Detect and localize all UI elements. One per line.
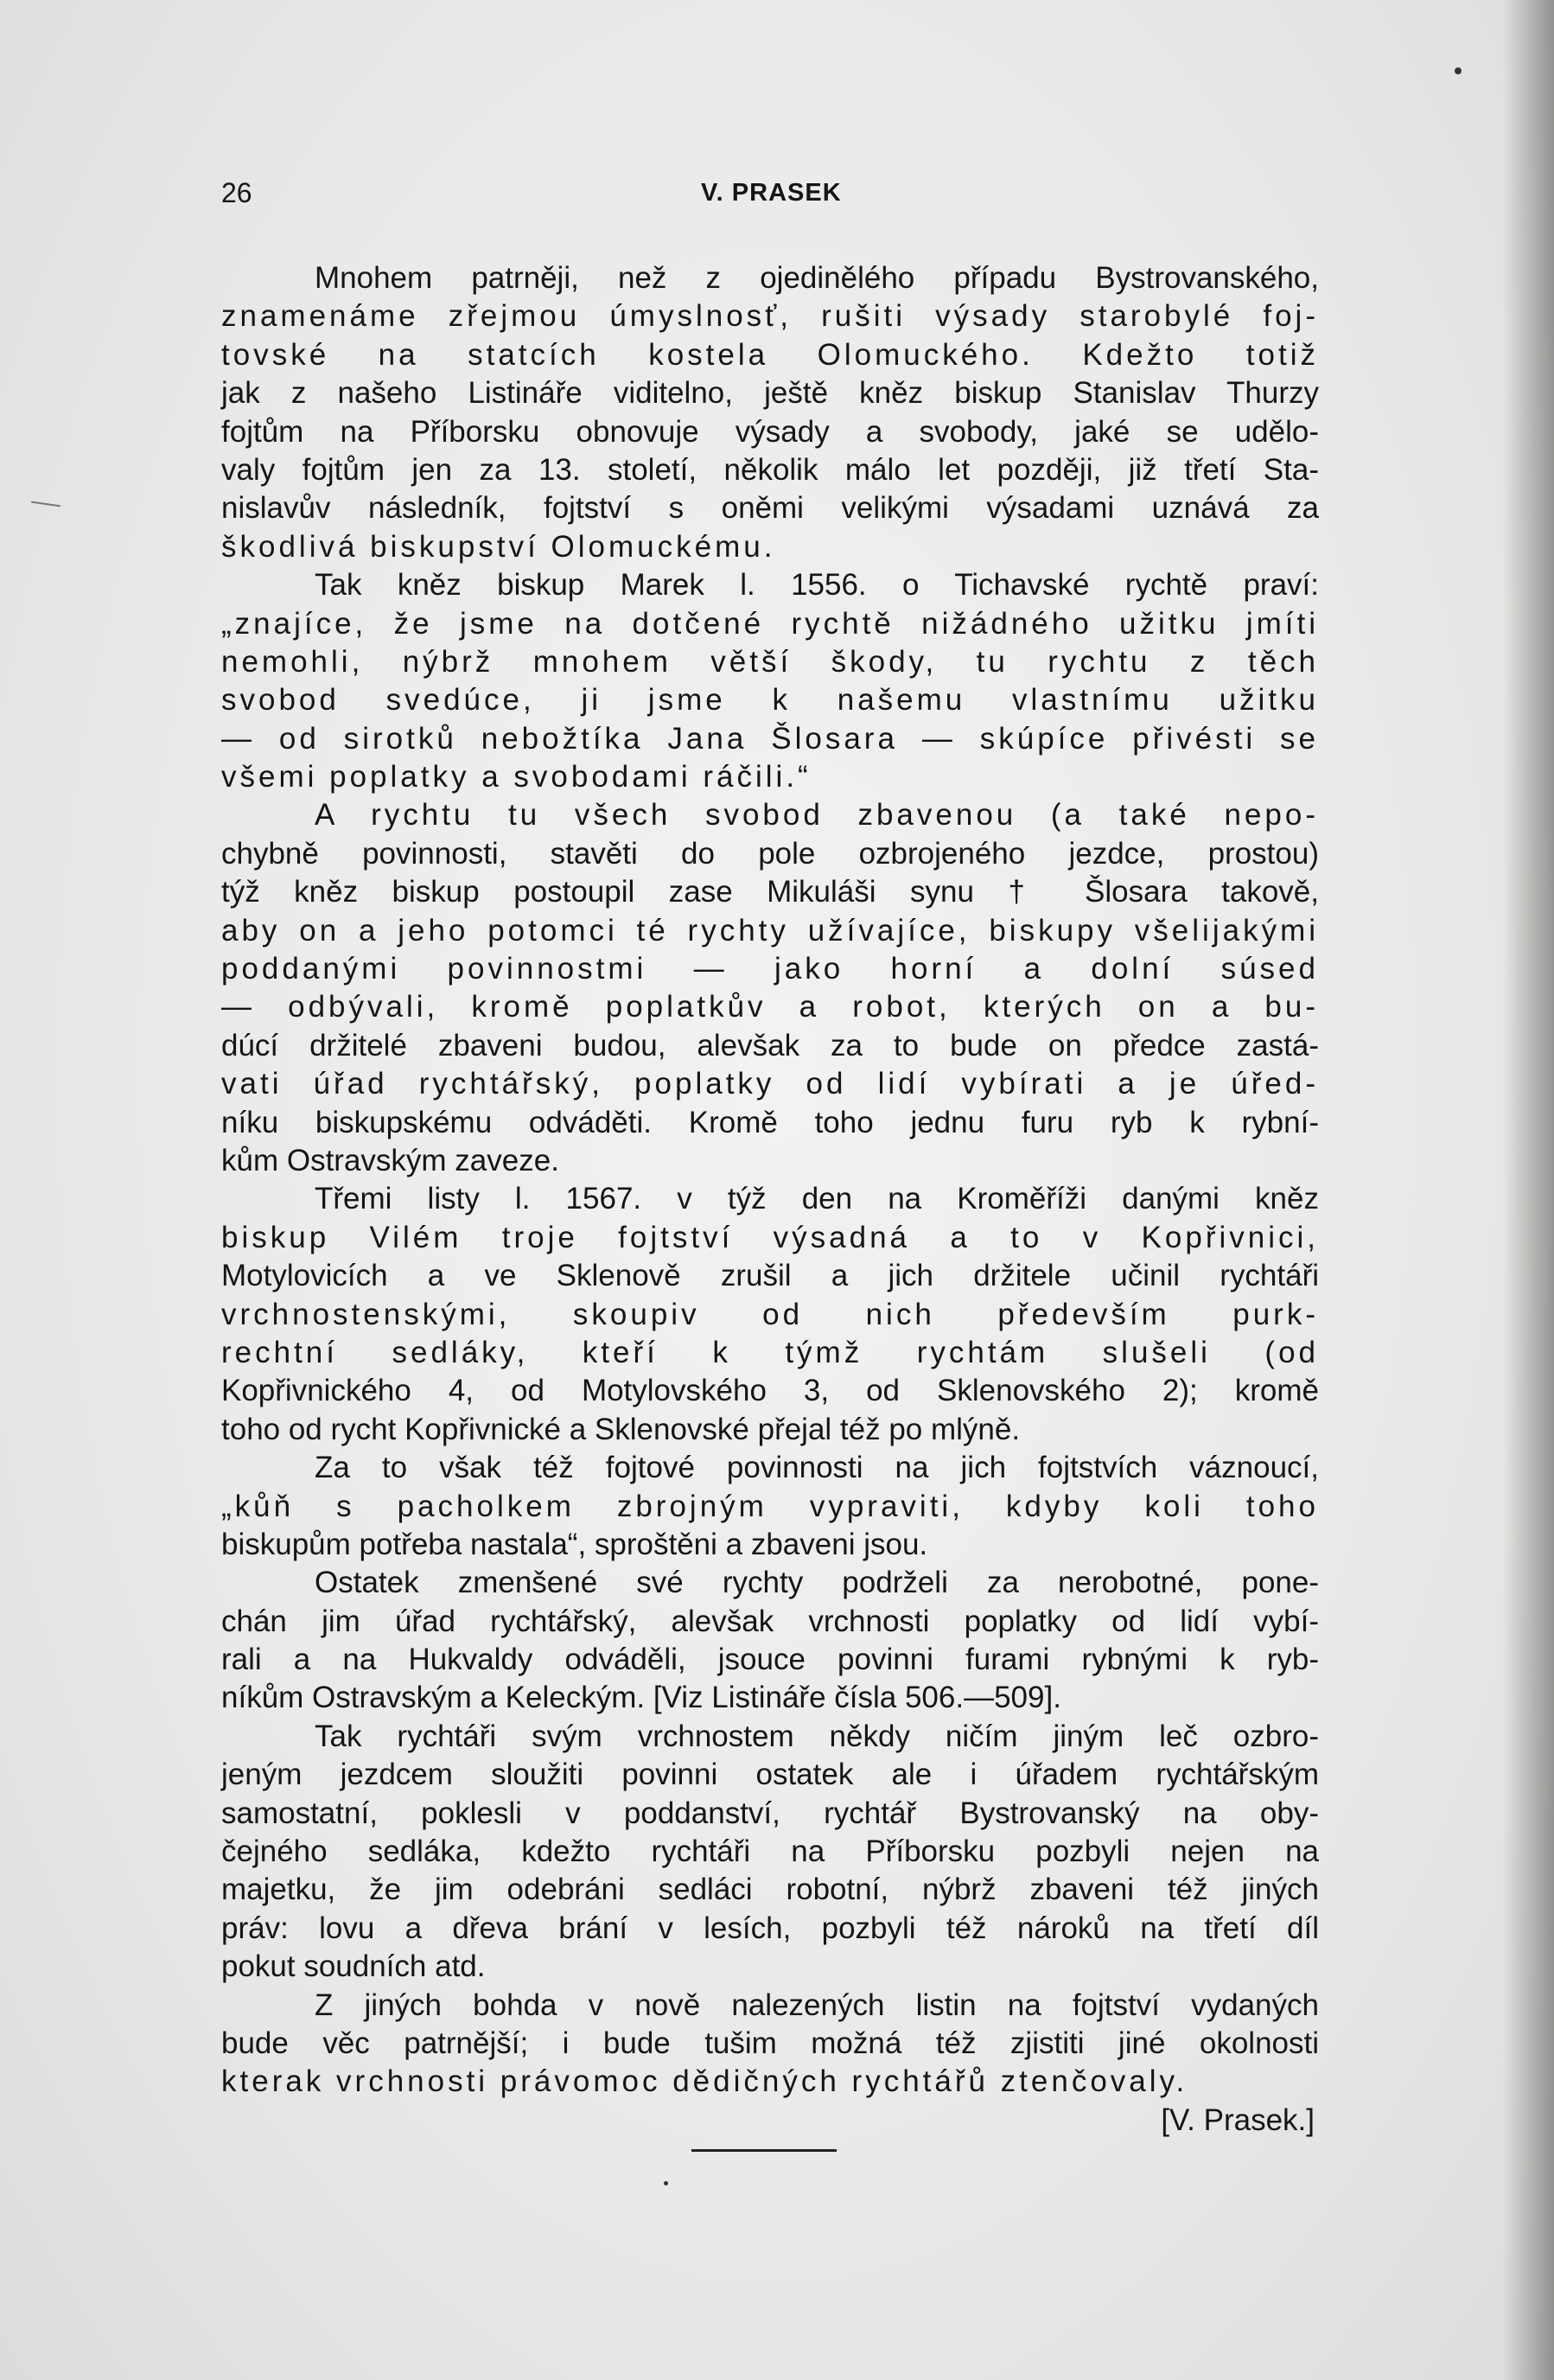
- scan-speck: [664, 2181, 668, 2185]
- text-line: jeným jezdcem sloužiti povinni ostatek ale i úřadem rychtářským: [221, 1758, 1319, 1792]
- text-line: pokut soudních atd.: [221, 1949, 486, 1984]
- text-line: biskupům potřeba nastala“, sproštěni a zbaveni jsou.: [221, 1527, 928, 1561]
- text-line: majetku, že jim odebráni sedláci robotní, nýbrž zbaveni též jiných: [221, 1873, 1319, 1907]
- margin-mark: [31, 501, 61, 507]
- text-line: „znajíce, že jsme na dotčené rychtě nižádného užitku jmíti: [221, 606, 1319, 641]
- running-head: V. PRASEK: [701, 179, 842, 207]
- text-line: toho od rycht Kopřivnické a Sklenovské přejal též po mlýně.: [221, 1412, 1021, 1446]
- text-line: fojtům na Příborsku obnovuje výsady a svobody, jaké se udělo-: [221, 414, 1319, 449]
- text-line: biskup Vilém troje fojtství výsadná a to v Kopřivnici,: [221, 1220, 1319, 1254]
- text-line: znamenáme zřejmou úmyslnosť, rušiti výsady starobylé foj-: [221, 299, 1319, 334]
- text-line: čejného sedláka, kdežto rychtáři na Příborsku pozbyli nejen na: [221, 1834, 1319, 1869]
- text-line: kům Ostravským zaveze.: [221, 1143, 559, 1177]
- text-line: Kopřivnického 4, od Motylovského 3, od Sklenovského 2); kromě: [221, 1374, 1319, 1408]
- text-line: „kůň s pacholkem zbrojným vypraviti, kdyby koli toho: [221, 1489, 1319, 1523]
- text-line: svobod svedúce, ji jsme k našemu vlastnímu užitku: [221, 683, 1319, 718]
- text-line: Z jiných bohda v nově nalezených listin na fojtství vydaných: [315, 1988, 1319, 2022]
- text-line: týž kněz biskup postoupil zase Mikuláši synu † Šlosara takově,: [221, 875, 1319, 909]
- text-line: všemi poplatky a svobodami ráčili.“: [221, 760, 812, 794]
- text-line: nislavův následník, fojtství s oněmi velikými výsadami uznává za: [221, 491, 1319, 526]
- scan-speck: [1455, 67, 1462, 74]
- text-line: bude věc patrnější; i bude tušim možná též zjistiti jiné okolnosti: [221, 2026, 1319, 2060]
- text-line: Tak kněz biskup Marek l. 1556. o Tichavské rychtě praví:: [315, 568, 1319, 603]
- text-line: níku biskupskému odváděti. Kromě toho jednu furu ryb k rybní-: [221, 1105, 1319, 1139]
- text-line: Mnohem patrněji, než z ojedinělého případu Bystrovanského,: [315, 261, 1319, 295]
- text-line: škodlivá biskupství Olomuckému.: [221, 529, 776, 564]
- text-line: kterak vrchnosti právomoc dědičných rychtářů ztenčovaly.: [221, 2064, 1188, 2099]
- text-line: poddanými povinnostmi — jako horní a dolní súsed: [221, 952, 1319, 986]
- text-line: tovské na statcích kostela Olomuckého. Kdežto totiž: [221, 337, 1319, 372]
- text-line: Ostatek zmenšené své rychty podrželi za nerobotné, pone-: [315, 1566, 1319, 1600]
- text-line: práv: lovu a dřeva brání v lesích, pozbyli též nároků na třetí díl: [221, 1911, 1319, 1945]
- scan-edge-shadow: [1502, 0, 1554, 2380]
- text-line: rali a na Hukvaldy odváděli, jsouce povinni furami rybnými k ryb-: [221, 1643, 1319, 1677]
- text-line: Motylovicích a ve Sklenově zrušil a jich držitele učinil rychtáři: [221, 1259, 1319, 1293]
- text-line: Třemi listy l. 1567. v týž den na Kroměříži danými kněz: [315, 1182, 1319, 1216]
- text-line: Za to však též fojtové povinnosti na jich fojtstvích váznoucí,: [315, 1451, 1319, 1485]
- text-line: A rychtu tu všech svobod zbavenou (a také nepo-: [315, 798, 1319, 833]
- text-line: nemohli, nýbrž mnohem větší škody, tu rychtu z těch: [221, 644, 1319, 679]
- text-line: — odbývali, kromě poplatkův a robot, kterých on a bu-: [221, 990, 1319, 1024]
- text-line: Tak rychtáři svým vrchnostem někdy ničím jiným leč ozbro-: [315, 1719, 1319, 1753]
- text-line: dúcí držitelé zbaveni budou, alevšak za to bude on předce zastá-: [221, 1028, 1319, 1062]
- text-line: aby on a jeho potomci té rychty užívajíce, biskupy všelijakými: [221, 913, 1319, 948]
- text-line: níkům Ostravským a Keleckým. [Viz Listináře čísla 506.—509].: [221, 1681, 1061, 1715]
- text-line: samostatní, poklesli v poddanství, rychtář Bystrovanský na oby-: [221, 1796, 1319, 1830]
- page-header: [221, 177, 1328, 220]
- text-line: chán jim úřad rychtářský, alevšak vrchnosti poplatky od lidí vybí-: [221, 1604, 1319, 1638]
- end-rule: [691, 2149, 837, 2152]
- text-line: vati úřad rychtářský, poplatky od lidí vybírati a je úřed-: [221, 1067, 1319, 1101]
- text-line: valy fojtům jen za 13. století, několik málo let později, již třetí Sta-: [221, 452, 1319, 487]
- text-line: — od sirotků nebožtíka Jana Šlosara — skúpíce přivésti se: [221, 721, 1319, 756]
- text-line: chybně povinnosti, stavěti do pole ozbrojeného jezdce, prostou): [221, 836, 1319, 871]
- text-line: rechtní sedláky, kteří k týmž rychtám slušeli (od: [221, 1335, 1319, 1369]
- body-text: [221, 259, 1319, 2140]
- text-line: jak z našeho Listináře viditelno, ještě kněz biskup Stanislav Thurzy: [221, 376, 1319, 411]
- signature-line: [V. Prasek.]: [1161, 2102, 1315, 2137]
- text-line: vrchnostenskými, skoupiv od nich především purk-: [221, 1297, 1319, 1331]
- page-number: 26: [221, 177, 252, 208]
